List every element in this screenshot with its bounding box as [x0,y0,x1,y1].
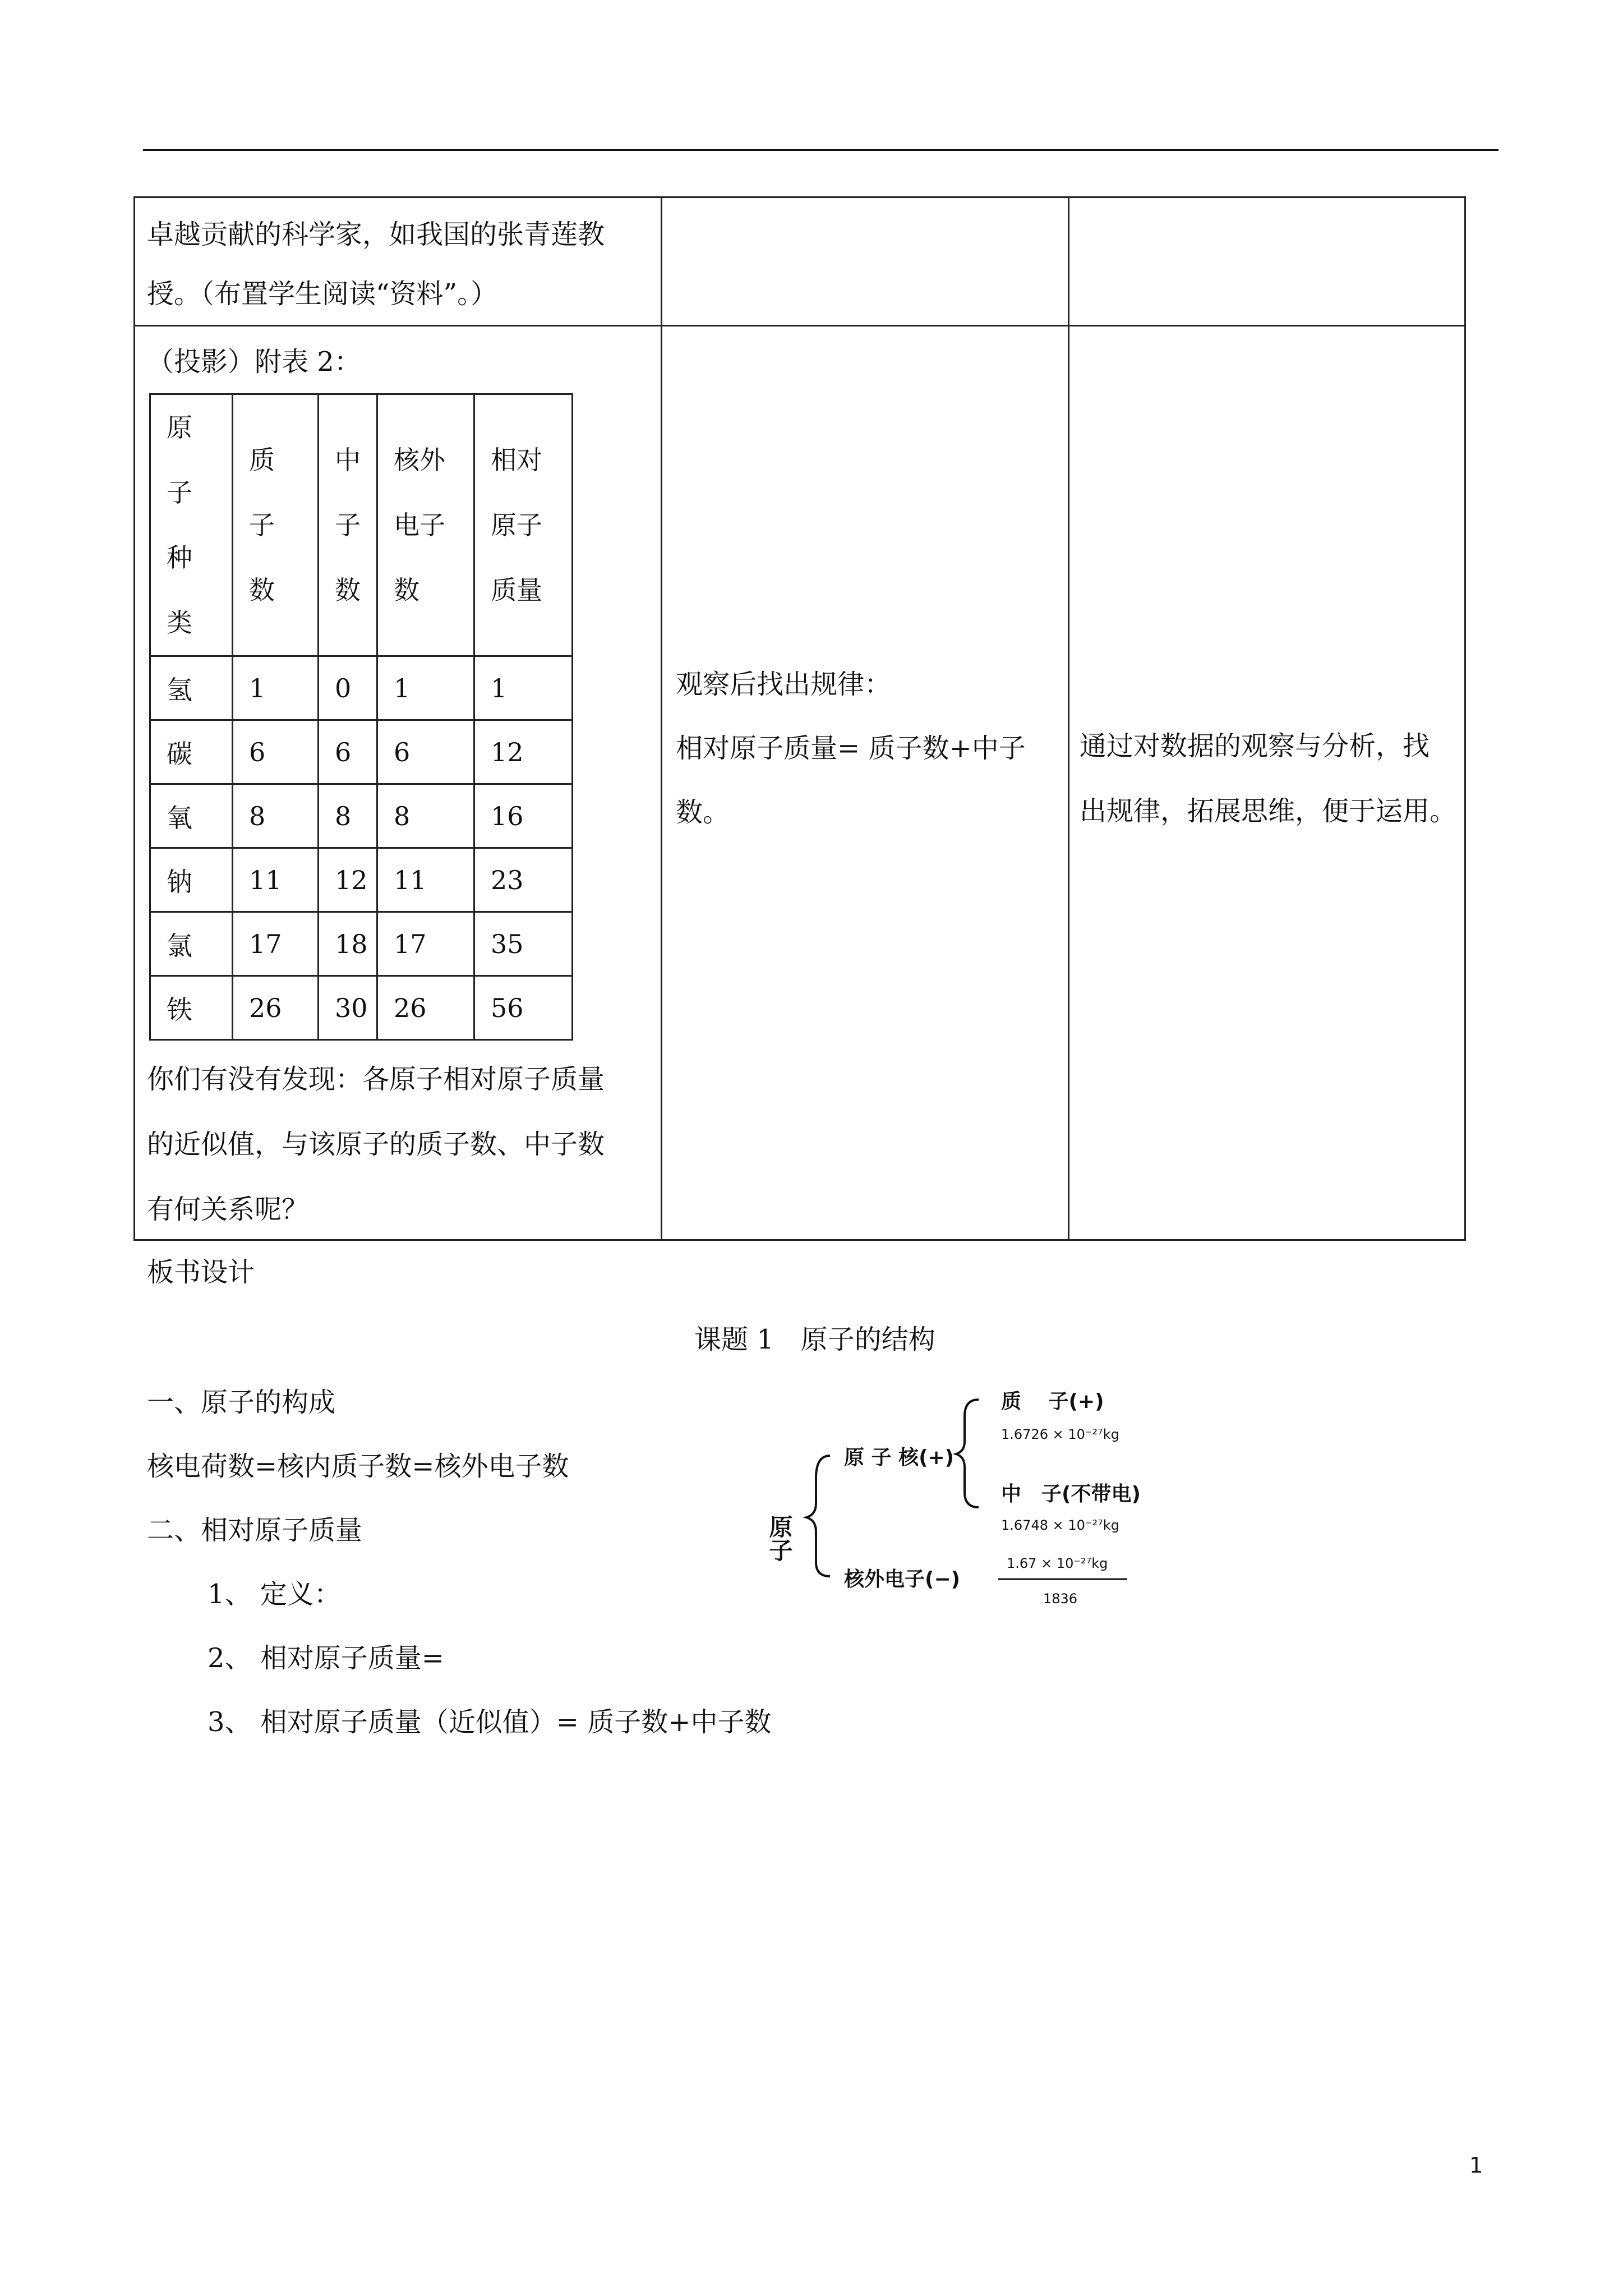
header-text: 种 [167,542,192,573]
diagram-nucleus-brace [956,1400,979,1507]
board-heading: 板书设计 [147,1257,255,1288]
diagram-outer-brace [806,1456,830,1576]
board-item-3: 二、相对原子质量 [147,1515,363,1546]
table-cell: 16 [474,784,573,848]
table-cell: 26 [233,976,319,1040]
header-neutron-count [319,394,377,656]
table-row [150,656,573,720]
table-cell: 11 [233,848,319,912]
header-text: 数 [394,575,419,605]
header-text: 子 [249,510,275,540]
table-cell: 6 [377,720,474,784]
table-cell: 8 [319,784,377,848]
board-item-1: 一、原子的构成 [147,1387,336,1418]
table-cell: 6 [233,720,319,784]
table-row [150,784,573,848]
page-number: 1 [1469,2153,1483,2178]
header-proton-count [233,394,319,656]
header-text: 质量 [491,575,542,605]
table-cell: 23 [474,848,573,912]
table-cell: 12 [474,720,573,784]
student-activity-line-3: 数。 [676,797,730,828]
design-intent-line-1: 通过对数据的观察与分析，找 [1080,730,1430,762]
diagram-nucleus-label: 原 子 核(+) [844,1446,955,1469]
table-cell: 11 [377,848,474,912]
header-relative-mass [474,394,573,656]
header-electron-count [377,394,474,656]
table-row [150,912,573,976]
table-row [150,976,573,1040]
table-cell: 氧 [150,784,233,848]
table-cell: 6 [319,720,377,784]
table-cell: 8 [377,784,474,848]
header-text: 原 [167,412,192,443]
board-title: 课题 1 原子的结构 [694,1324,935,1355]
diagram-electron-mass-denominator: 1836 [1043,1591,1078,1607]
header-text: 数 [335,575,361,605]
header-text: 核外 [394,445,445,475]
header-rule [143,149,1498,151]
board-item-4: 1、 定义： [208,1579,341,1610]
diagram-proton-label: 质 子(+) [1001,1390,1104,1413]
question-line-1: 你们有没有发现：各原子相对原子质量 [147,1064,605,1095]
table-row [150,720,573,784]
table-row [150,848,573,912]
header-text: 相对 [491,445,542,475]
table-cell: 17 [233,912,319,976]
row-divider [135,325,1464,326]
col-divider-1 [661,198,662,1239]
row1-text-line-1: 卓越贡献的科学家，如我国的张青莲教 [147,219,605,250]
header-text: 中 [335,445,361,475]
table-cell: 12 [319,848,377,912]
table-cell: 35 [474,912,573,976]
header-text: 原子 [491,510,542,540]
table-cell: 钠 [150,848,233,912]
table-cell: 30 [319,976,377,1040]
col-divider-2 [1068,198,1069,1239]
table-cell: 18 [319,912,377,976]
student-activity-line-1: 观察后找出规律： [676,669,892,700]
table-cell: 0 [319,656,377,720]
header-text: 子 [167,477,192,508]
table-cell: 8 [233,784,319,848]
header-text: 数 [249,575,275,605]
table-cell: 1 [474,656,573,720]
table-cell: 1 [233,656,319,720]
table-cell: 碳 [150,720,233,784]
table-cell: 1 [377,656,474,720]
diagram-electron-mass-numerator: 1.67 × 10⁻²⁷kg [1007,1556,1108,1571]
diagram-electron-label: 核外电子(−) [844,1568,961,1591]
diagram-neutron-mass: 1.6748 × 10⁻²⁷kg [1001,1517,1119,1533]
table-cell: 26 [377,976,474,1040]
table-cell: 氢 [150,656,233,720]
header-text: 子 [335,510,361,540]
atom-structure-diagram [763,1383,1200,1624]
table-cell: 17 [377,912,474,976]
diagram-proton-mass: 1.6726 × 10⁻²⁷kg [1001,1427,1119,1442]
board-item-5: 2、 相对原子质量= [208,1642,445,1674]
row1-text-line-2: 授。（布置学生阅读“资料”。） [147,278,498,310]
diagram-neutron-label: 中 子(不带电) [1001,1483,1141,1506]
table-cell: 56 [474,976,573,1040]
question-line-3: 有何关系呢？ [147,1194,309,1225]
student-activity-line-2: 相对原子质量= 质子数+中子 [676,733,1026,764]
question-line-2: 的近似值，与该原子的质子数、中子数 [147,1129,605,1160]
board-item-6: 3、 相对原子质量（近似值）= 质子数+中子数 [208,1706,772,1738]
header-text: 电子 [394,510,445,540]
atom-data-table [149,393,573,1041]
header-text: 质 [249,445,275,475]
header-text: 类 [167,608,192,638]
table-cell: 铁 [150,976,233,1040]
board-item-2: 核电荷数=核内质子数=核外电子数 [147,1451,569,1482]
table-cell: 氯 [150,912,233,976]
header-atom-kind [150,394,233,656]
atom-table-header-row [150,394,573,656]
table-caption: （投影）附表 2： [147,346,361,378]
design-intent-line-2: 出规律，拓展思维，便于运用。 [1080,795,1457,827]
diagram-atom-label: 原子 [766,1515,794,1562]
